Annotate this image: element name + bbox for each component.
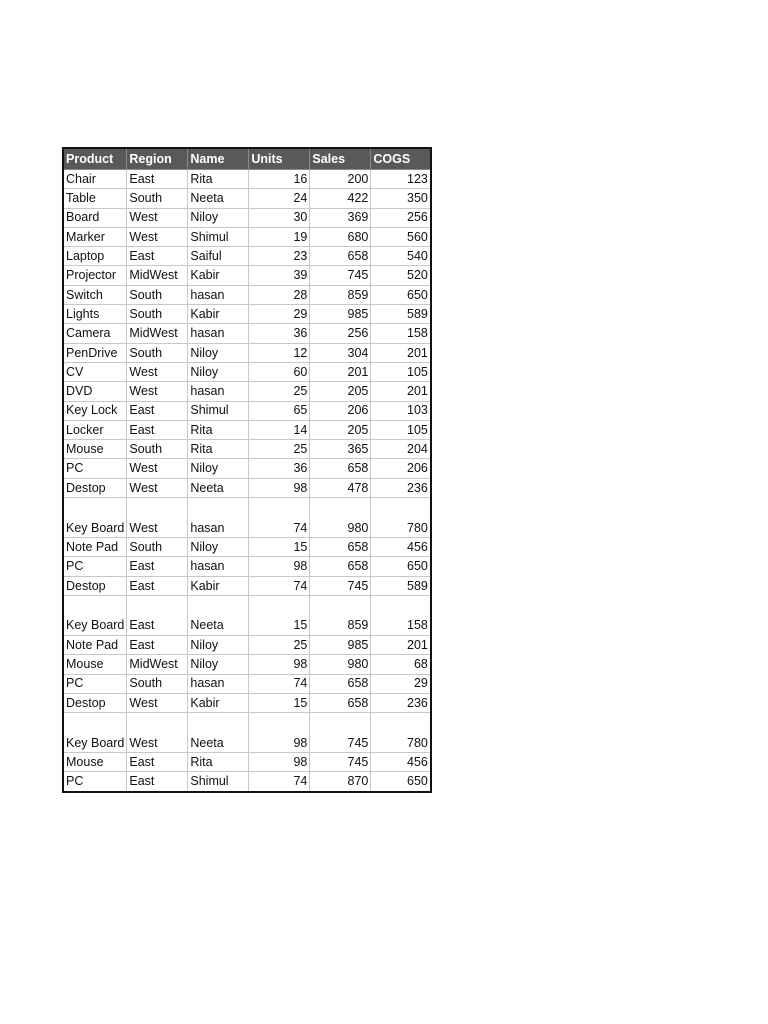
region-cell[interactable]: East xyxy=(127,401,188,420)
region-cell[interactable]: South xyxy=(127,189,188,208)
cogs-cell[interactable]: 105 xyxy=(371,362,431,381)
table-row xyxy=(63,247,431,266)
table-row xyxy=(63,693,431,712)
table-row xyxy=(63,382,431,401)
table-row xyxy=(63,362,431,381)
table-row xyxy=(63,324,431,343)
product-cell[interactable]: Destop xyxy=(63,693,127,712)
region-cell[interactable]: West xyxy=(127,693,188,712)
units-cell[interactable]: 14 xyxy=(249,420,310,439)
table-row xyxy=(63,557,431,576)
product-cell[interactable]: Switch xyxy=(63,285,127,304)
name-cell[interactable]: hasan xyxy=(188,557,249,576)
units-cell[interactable]: 98 xyxy=(249,557,310,576)
region-cell[interactable]: South xyxy=(127,440,188,459)
sales-cell[interactable]: 200 xyxy=(310,170,371,189)
units-cell[interactable]: 98 xyxy=(249,655,310,674)
name-cell[interactable]: Niloy xyxy=(188,538,249,557)
product-cell[interactable]: Lights xyxy=(63,305,127,324)
name-cell[interactable]: Niloy xyxy=(188,343,249,362)
name-cell[interactable]: Saiful xyxy=(188,247,249,266)
units-cell[interactable]: 25 xyxy=(249,440,310,459)
name-cell[interactable]: Rita xyxy=(188,753,249,772)
name-cell[interactable]: hasan xyxy=(188,285,249,304)
table-row xyxy=(63,655,431,674)
cogs-cell[interactable]: 350 xyxy=(371,189,431,208)
column-header-product[interactable]: Product xyxy=(63,148,127,170)
product-cell[interactable]: PC xyxy=(63,557,127,576)
region-cell[interactable]: East xyxy=(127,247,188,266)
sales-cell[interactable]: 658 xyxy=(310,693,371,712)
cogs-cell[interactable]: 456 xyxy=(371,753,431,772)
units-cell[interactable]: 19 xyxy=(249,227,310,246)
sales-cell[interactable]: 205 xyxy=(310,420,371,439)
sales-cell[interactable]: 658 xyxy=(310,674,371,693)
table-row xyxy=(63,285,431,304)
name-cell[interactable]: Niloy xyxy=(188,635,249,654)
sales-cell[interactable]: 745 xyxy=(310,576,371,595)
product-cell[interactable]: Marker xyxy=(63,227,127,246)
column-header-name[interactable]: Name xyxy=(188,148,249,170)
product-cell[interactable]: Key Board xyxy=(63,595,127,635)
product-cell[interactable]: Projector xyxy=(63,266,127,285)
table-row xyxy=(63,189,431,208)
sales-cell[interactable]: 206 xyxy=(310,401,371,420)
region-cell[interactable]: MidWest xyxy=(127,266,188,285)
sales-cell[interactable]: 658 xyxy=(310,557,371,576)
cogs-cell[interactable]: 650 xyxy=(371,557,431,576)
sales-cell[interactable]: 859 xyxy=(310,285,371,304)
units-cell[interactable]: 15 xyxy=(249,538,310,557)
sales-cell[interactable]: 658 xyxy=(310,538,371,557)
units-cell[interactable]: 29 xyxy=(249,305,310,324)
header-row xyxy=(63,148,431,170)
name-cell[interactable]: hasan xyxy=(188,498,249,538)
column-header-sales[interactable]: Sales xyxy=(310,148,371,170)
name-cell[interactable]: hasan xyxy=(188,382,249,401)
table-row xyxy=(63,170,431,189)
table-row xyxy=(63,772,431,792)
region-cell[interactable]: West xyxy=(127,227,188,246)
product-cell[interactable]: Mouse xyxy=(63,753,127,772)
units-cell[interactable]: 15 xyxy=(249,693,310,712)
name-cell[interactable]: hasan xyxy=(188,674,249,693)
cogs-cell[interactable]: 123 xyxy=(371,170,431,189)
name-cell[interactable]: Neeta xyxy=(188,189,249,208)
region-cell[interactable]: East xyxy=(127,595,188,635)
cogs-cell[interactable]: 650 xyxy=(371,285,431,304)
table-row xyxy=(63,305,431,324)
table-row xyxy=(63,440,431,459)
region-cell[interactable]: West xyxy=(127,362,188,381)
cogs-cell[interactable]: 780 xyxy=(371,498,431,538)
sales-cell[interactable]: 859 xyxy=(310,595,371,635)
name-cell[interactable]: Neeta xyxy=(188,595,249,635)
product-cell[interactable]: Laptop xyxy=(63,247,127,266)
table-row xyxy=(63,208,431,227)
product-cell[interactable]: Key Board xyxy=(63,713,127,753)
name-cell[interactable]: Neeta xyxy=(188,713,249,753)
table-row xyxy=(63,478,431,497)
region-cell[interactable]: East xyxy=(127,420,188,439)
region-cell[interactable]: East xyxy=(127,753,188,772)
units-cell[interactable]: 74 xyxy=(249,576,310,595)
name-cell[interactable]: Rita xyxy=(188,170,249,189)
cogs-cell[interactable]: 540 xyxy=(371,247,431,266)
name-cell[interactable]: Niloy xyxy=(188,208,249,227)
product-cell[interactable]: Table xyxy=(63,189,127,208)
cogs-cell[interactable]: 158 xyxy=(371,595,431,635)
region-cell[interactable]: West xyxy=(127,459,188,478)
units-cell[interactable]: 98 xyxy=(249,478,310,497)
product-cell[interactable]: Destop xyxy=(63,478,127,497)
region-cell[interactable]: MidWest xyxy=(127,324,188,343)
region-cell[interactable]: East xyxy=(127,557,188,576)
product-cell[interactable]: Note Pad xyxy=(63,635,127,654)
table-row xyxy=(63,674,431,693)
sales-cell[interactable]: 745 xyxy=(310,713,371,753)
cogs-cell[interactable]: 204 xyxy=(371,440,431,459)
region-cell[interactable]: South xyxy=(127,674,188,693)
product-cell[interactable]: CV xyxy=(63,362,127,381)
name-cell[interactable]: Niloy xyxy=(188,459,249,478)
region-cell[interactable]: East xyxy=(127,576,188,595)
sales-cell[interactable]: 870 xyxy=(310,772,371,792)
cogs-cell[interactable]: 520 xyxy=(371,266,431,285)
region-cell[interactable]: MidWest xyxy=(127,655,188,674)
name-cell[interactable]: Shimul xyxy=(188,401,249,420)
cogs-cell[interactable]: 589 xyxy=(371,576,431,595)
name-cell[interactable]: Shimul xyxy=(188,227,249,246)
region-cell[interactable]: East xyxy=(127,170,188,189)
column-header-cogs[interactable]: COGS xyxy=(371,148,431,170)
product-cell[interactable]: Locker xyxy=(63,420,127,439)
cogs-cell[interactable]: 29 xyxy=(371,674,431,693)
units-cell[interactable]: 65 xyxy=(249,401,310,420)
cogs-cell[interactable]: 780 xyxy=(371,713,431,753)
product-cell[interactable]: Destop xyxy=(63,576,127,595)
cogs-cell[interactable]: 158 xyxy=(371,324,431,343)
table-row xyxy=(63,343,431,362)
column-header-units[interactable]: Units xyxy=(249,148,310,170)
region-cell[interactable]: South xyxy=(127,305,188,324)
sales-cell[interactable]: 304 xyxy=(310,343,371,362)
table-row xyxy=(63,420,431,439)
cogs-cell[interactable]: 201 xyxy=(371,382,431,401)
product-cell[interactable]: PC xyxy=(63,674,127,693)
cogs-cell[interactable]: 105 xyxy=(371,420,431,439)
cogs-cell[interactable]: 201 xyxy=(371,635,431,654)
units-cell[interactable]: 30 xyxy=(249,208,310,227)
region-cell[interactable]: West xyxy=(127,713,188,753)
units-cell[interactable]: 15 xyxy=(249,595,310,635)
table-row xyxy=(63,266,431,285)
units-cell[interactable]: 36 xyxy=(249,459,310,478)
name-cell[interactable]: Rita xyxy=(188,440,249,459)
cogs-cell[interactable]: 206 xyxy=(371,459,431,478)
cogs-cell[interactable]: 560 xyxy=(371,227,431,246)
product-cell[interactable]: Camera xyxy=(63,324,127,343)
product-cell[interactable]: DVD xyxy=(63,382,127,401)
units-cell[interactable]: 74 xyxy=(249,772,310,792)
table-row xyxy=(63,753,431,772)
units-cell[interactable]: 98 xyxy=(249,753,310,772)
cogs-cell[interactable]: 236 xyxy=(371,478,431,497)
region-cell[interactable]: South xyxy=(127,538,188,557)
units-cell[interactable]: 25 xyxy=(249,382,310,401)
column-header-region[interactable]: Region xyxy=(127,148,188,170)
product-cell[interactable]: Key Lock xyxy=(63,401,127,420)
data-table xyxy=(62,147,432,793)
name-cell[interactable]: Niloy xyxy=(188,362,249,381)
sales-cell[interactable]: 680 xyxy=(310,227,371,246)
sales-cell[interactable]: 205 xyxy=(310,382,371,401)
table-row xyxy=(63,538,431,557)
product-cell[interactable]: PC xyxy=(63,459,127,478)
units-cell[interactable]: 16 xyxy=(249,170,310,189)
product-cell[interactable]: Chair xyxy=(63,170,127,189)
units-cell[interactable]: 60 xyxy=(249,362,310,381)
product-cell[interactable]: Key Board xyxy=(63,498,127,538)
sales-cell[interactable]: 980 xyxy=(310,498,371,538)
table-row xyxy=(63,401,431,420)
region-cell[interactable]: West xyxy=(127,498,188,538)
cogs-cell[interactable]: 256 xyxy=(371,208,431,227)
sales-cell[interactable]: 980 xyxy=(310,655,371,674)
sales-cell[interactable]: 985 xyxy=(310,635,371,654)
sales-cell[interactable]: 201 xyxy=(310,362,371,381)
product-cell[interactable]: Mouse xyxy=(63,655,127,674)
units-cell[interactable]: 98 xyxy=(249,713,310,753)
sales-cell[interactable]: 365 xyxy=(310,440,371,459)
name-cell[interactable]: Kabir xyxy=(188,305,249,324)
name-cell[interactable]: Niloy xyxy=(188,655,249,674)
table-row xyxy=(63,227,431,246)
product-cell[interactable]: Board xyxy=(63,208,127,227)
product-cell[interactable]: PC xyxy=(63,772,127,792)
sales-cell[interactable]: 745 xyxy=(310,753,371,772)
region-cell[interactable]: South xyxy=(127,285,188,304)
cogs-cell[interactable]: 650 xyxy=(371,772,431,792)
name-cell[interactable]: Neeta xyxy=(188,478,249,497)
product-cell[interactable]: PenDrive xyxy=(63,343,127,362)
product-cell[interactable]: Mouse xyxy=(63,440,127,459)
units-cell[interactable]: 74 xyxy=(249,498,310,538)
region-cell[interactable]: East xyxy=(127,772,188,792)
sales-cell[interactable]: 478 xyxy=(310,478,371,497)
sales-cell[interactable]: 658 xyxy=(310,247,371,266)
units-cell[interactable]: 12 xyxy=(249,343,310,362)
units-cell[interactable]: 25 xyxy=(249,635,310,654)
name-cell[interactable]: Kabir xyxy=(188,693,249,712)
cogs-cell[interactable]: 456 xyxy=(371,538,431,557)
units-cell[interactable]: 24 xyxy=(249,189,310,208)
region-cell[interactable]: South xyxy=(127,343,188,362)
units-cell[interactable]: 28 xyxy=(249,285,310,304)
table-row xyxy=(63,498,431,538)
sales-cell[interactable]: 422 xyxy=(310,189,371,208)
table-row xyxy=(63,576,431,595)
units-cell[interactable]: 36 xyxy=(249,324,310,343)
name-cell[interactable]: Rita xyxy=(188,420,249,439)
region-cell[interactable]: West xyxy=(127,208,188,227)
name-cell[interactable]: Kabir xyxy=(188,266,249,285)
sales-cell[interactable]: 745 xyxy=(310,266,371,285)
table-row xyxy=(63,459,431,478)
region-cell[interactable]: West xyxy=(127,478,188,497)
cogs-cell[interactable]: 201 xyxy=(371,343,431,362)
units-cell[interactable]: 39 xyxy=(249,266,310,285)
cogs-cell[interactable]: 236 xyxy=(371,693,431,712)
name-cell[interactable]: Shimul xyxy=(188,772,249,792)
sales-cell[interactable]: 658 xyxy=(310,459,371,478)
cogs-cell[interactable]: 103 xyxy=(371,401,431,420)
cogs-cell[interactable]: 589 xyxy=(371,305,431,324)
name-cell[interactable]: Kabir xyxy=(188,576,249,595)
region-cell[interactable]: West xyxy=(127,382,188,401)
table-row xyxy=(63,595,431,635)
product-cell[interactable]: Note Pad xyxy=(63,538,127,557)
units-cell[interactable]: 23 xyxy=(249,247,310,266)
sales-cell[interactable]: 985 xyxy=(310,305,371,324)
name-cell[interactable]: hasan xyxy=(188,324,249,343)
table-row xyxy=(63,713,431,753)
region-cell[interactable]: East xyxy=(127,635,188,654)
sales-cell[interactable]: 369 xyxy=(310,208,371,227)
table-row xyxy=(63,635,431,654)
units-cell[interactable]: 74 xyxy=(249,674,310,693)
cogs-cell[interactable]: 68 xyxy=(371,655,431,674)
sales-cell[interactable]: 256 xyxy=(310,324,371,343)
